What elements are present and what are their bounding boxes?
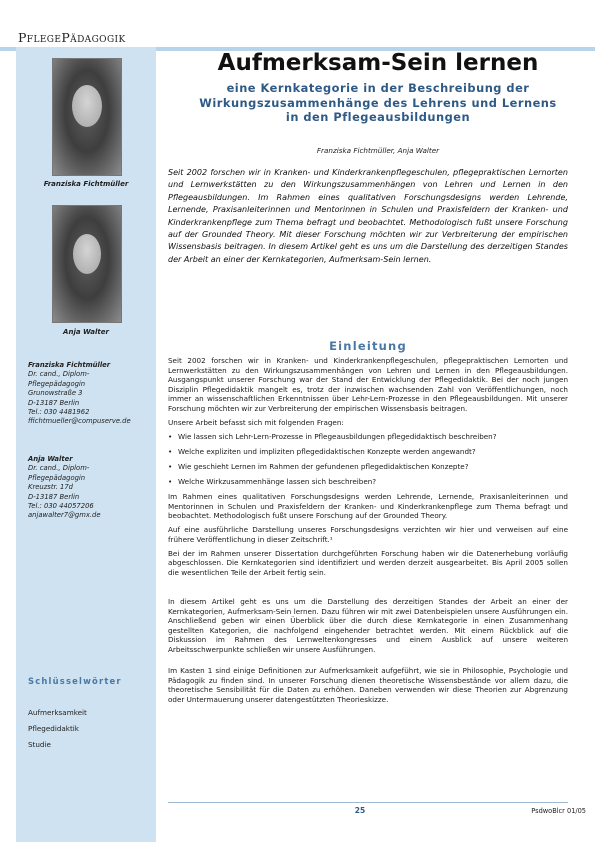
question-item: • Welche Wirkzusammenhänge lassen sich beschreiben? xyxy=(168,477,568,487)
author-address-walter xyxy=(28,455,156,521)
email-link[interactable]: ffichtmueller@compuserve.de xyxy=(28,417,131,426)
article-subtitle xyxy=(168,81,588,125)
article-abstract: Seit 2002 forschen wir in Kranken- und Kinderkrankenpflegeschulen, pflegepraktischen Lernorten und Lernwerkstätten zu den Wirkungszusammenhängen von Lehren und Lernen in den Pflegeausbildungen. Im Rahmen eines qualitativen Forschungsdesigns werden Lehrende, Lernende, Praxisanleiterinnen und Mentorinnen in Schulen und Praxisfeldern der Kranken- und Kinderkrankenpflege zum Thema befragt und beobachtet. Methodologisch fußt unsere Forschung auf der Grounded Theory. Mit dieser Forschung möchten wir zur Verbreiterung der empirischen Wissensbasis beitragen. In diesem Artikel geht es uns um die Darstellung des derzeitigen Standes der Arbeit an einer der Kernkategorien, Aufmerksam-Sein lernen. xyxy=(168,168,568,264)
body-paragraph: Im Rahmen eines qualitativen Forschungsdesigns werden Lehrende, Lernende, Praxisanleiterinnen und Mentorinnen in Schulen und Praxisfeldern der Kranken- und Kinderkrankenpflege zum Thema befragt und beobachtet. Methodologisch fußt unsere Forschung auf der Grounded Theory. xyxy=(168,492,568,521)
keyword-item: Aufmerksamkeit xyxy=(28,708,87,717)
section-heading: Einleitung xyxy=(329,339,407,353)
author-photo-walter xyxy=(52,205,122,323)
footer-rule xyxy=(168,802,568,803)
address-line: Dr. cand., Diplom- xyxy=(28,464,90,473)
author-name: Franziska Fichtmüller xyxy=(28,361,111,369)
question-item: • Wie geschieht Lernen im Rahmen der gefundenen pflegedidaktischen Konzepte? xyxy=(168,462,568,472)
author-photo-fichtmueller xyxy=(52,58,122,176)
address-line: Pflegepädagogin xyxy=(28,379,86,388)
body-paragraph: Seit 2002 forschen wir in Kranken- und Kinderkrankenpflegeschulen, pflegepraktischen Lernorten und Lernwerkstätten zu den Wirkungszusammenhängen von Lehren und Lernen in den Pflegeausbildungen. Ausgangspunkt unserer Forschung war der Stand der Entwicklung der Pflegedidaktik. Bei der noch jungen Disziplin Pflegedidaktik mangelt es, trotz der inzwischen wachsenden Zahl von Veröffentlichungen, noch immer an wissenschaftlichen Erkenntnissen über Lehr-Lern-Prozesse in den Pflegeausbildungen. Mit unserer Forschung möchten wir zur Verbreiterung der empirischen Wissensbasis beitragen. xyxy=(168,356,568,413)
body-paragraph: Auf eine ausführliche Darstellung unseres Forschungsdesigns verzichten wir hier und verweisen auf eine frühere Veröffentlichung in dieser Zeitschrift.¹ xyxy=(168,525,568,544)
body-paragraph: Unsere Arbeit befasst sich mit folgenden Fragen: xyxy=(168,417,344,427)
article-body xyxy=(168,356,568,709)
page-number: 25 xyxy=(354,806,366,815)
author-name: Anja Walter xyxy=(28,455,73,463)
subtitle-line: eine Kernkategorie in der Beschreibung der xyxy=(226,81,530,95)
photo-caption-fichtmueller: Franziska Fichtmüller xyxy=(43,180,129,188)
subtitle-line: in den Pflegeausbildungen xyxy=(285,110,471,124)
address-line: Kreuzstr. 17d xyxy=(28,483,73,492)
photo-caption-walter: Anja Walter xyxy=(63,328,109,336)
keywords-heading: Schlüsselwörter xyxy=(28,676,122,686)
question-item: • Welche expliziten und impliziten pflegedidaktischen Konzepte werden angewandt? xyxy=(168,447,568,457)
keyword-item: Pflegedidaktik xyxy=(28,724,79,733)
article-title: Aufmerksam-Sein lernen xyxy=(217,50,539,76)
subtitle-line: Wirkungszusammenhänge des Lehrens und Lernens xyxy=(199,95,557,110)
address-line: Grunowstraße 3 xyxy=(28,389,83,398)
address-line: Tel.: 030 44057206 xyxy=(28,502,94,511)
question-item: • Wie lassen sich Lehr-Lern-Prozesse in Pflegeausbildungen pflegedidaktisch beschreiben? xyxy=(168,432,568,442)
address-line: D-13187 Berlin xyxy=(28,492,80,501)
address-line: Pflegepädagogin xyxy=(28,473,86,482)
address-line: Tel.: 030 4481962 xyxy=(28,408,90,417)
journal-issue: PsdwoBlcr 01/05 xyxy=(531,807,586,815)
author-address-fichtmueller xyxy=(28,361,156,427)
email-link[interactable]: anjawalter7@gmx.de xyxy=(28,511,101,520)
address-line: D-13187 Berlin xyxy=(28,398,80,407)
keyword-item: Studie xyxy=(28,740,51,749)
question-list xyxy=(168,432,568,487)
journal-masthead: PflegePädagogik xyxy=(18,30,126,45)
body-paragraph: Bei der im Rahmen unserer Dissertation durchgeführten Forschung haben wir die Datenerhebung vorläufig abgeschlossen. Die Kernkategorien sind identifiziert und werden derzeit ausgearbeitet. Bis April 2005 sollen die wesentlichen Teile der Arbeit fertig sein. xyxy=(168,548,568,577)
body-paragraph: In diesem Artikel geht es uns um die Darstellung des derzeitigen Standes der Arbeit an einer der Kernkategorien, Aufmerksam-Sein lernen. Dazu führen wir mit zwei Datenbeispielen unsere Ausführungen ein. Anschließend geben wir einen Überblick über die durch diese Kernkategorie in einen Zusammenhang gestellten Kategorien, die nachfolgend eingehender betrachtet werden. Mit einem Rückblick auf die Diskussion im Rahmen des Lernweltenkongresses und einem Ausblick auf unsere weiteren Arbeitsschwerpunkte schließen wir unsere Ausführungen. xyxy=(168,597,568,654)
body-paragraph: Im Kasten 1 sind einige Definitionen zur Aufmerksamkeit aufgeführt, wie sie in Philosophie, Psychologie und Pädagogik zu finden sind. In unserer Forschung dienen theoretische Wissensbestände vor allem dazu, die theoretische Sensibilität für die Daten zu erhöhen. Daneben verwenden wir diese Theorien zur Abgrenzung oder Untermauerung unserer datengestützten Theorieskizze. xyxy=(168,666,568,704)
address-line: Dr. cand., Diplom- xyxy=(28,370,90,379)
article-byline: Franziska Fichtmüller, Anja Walter xyxy=(316,146,440,155)
